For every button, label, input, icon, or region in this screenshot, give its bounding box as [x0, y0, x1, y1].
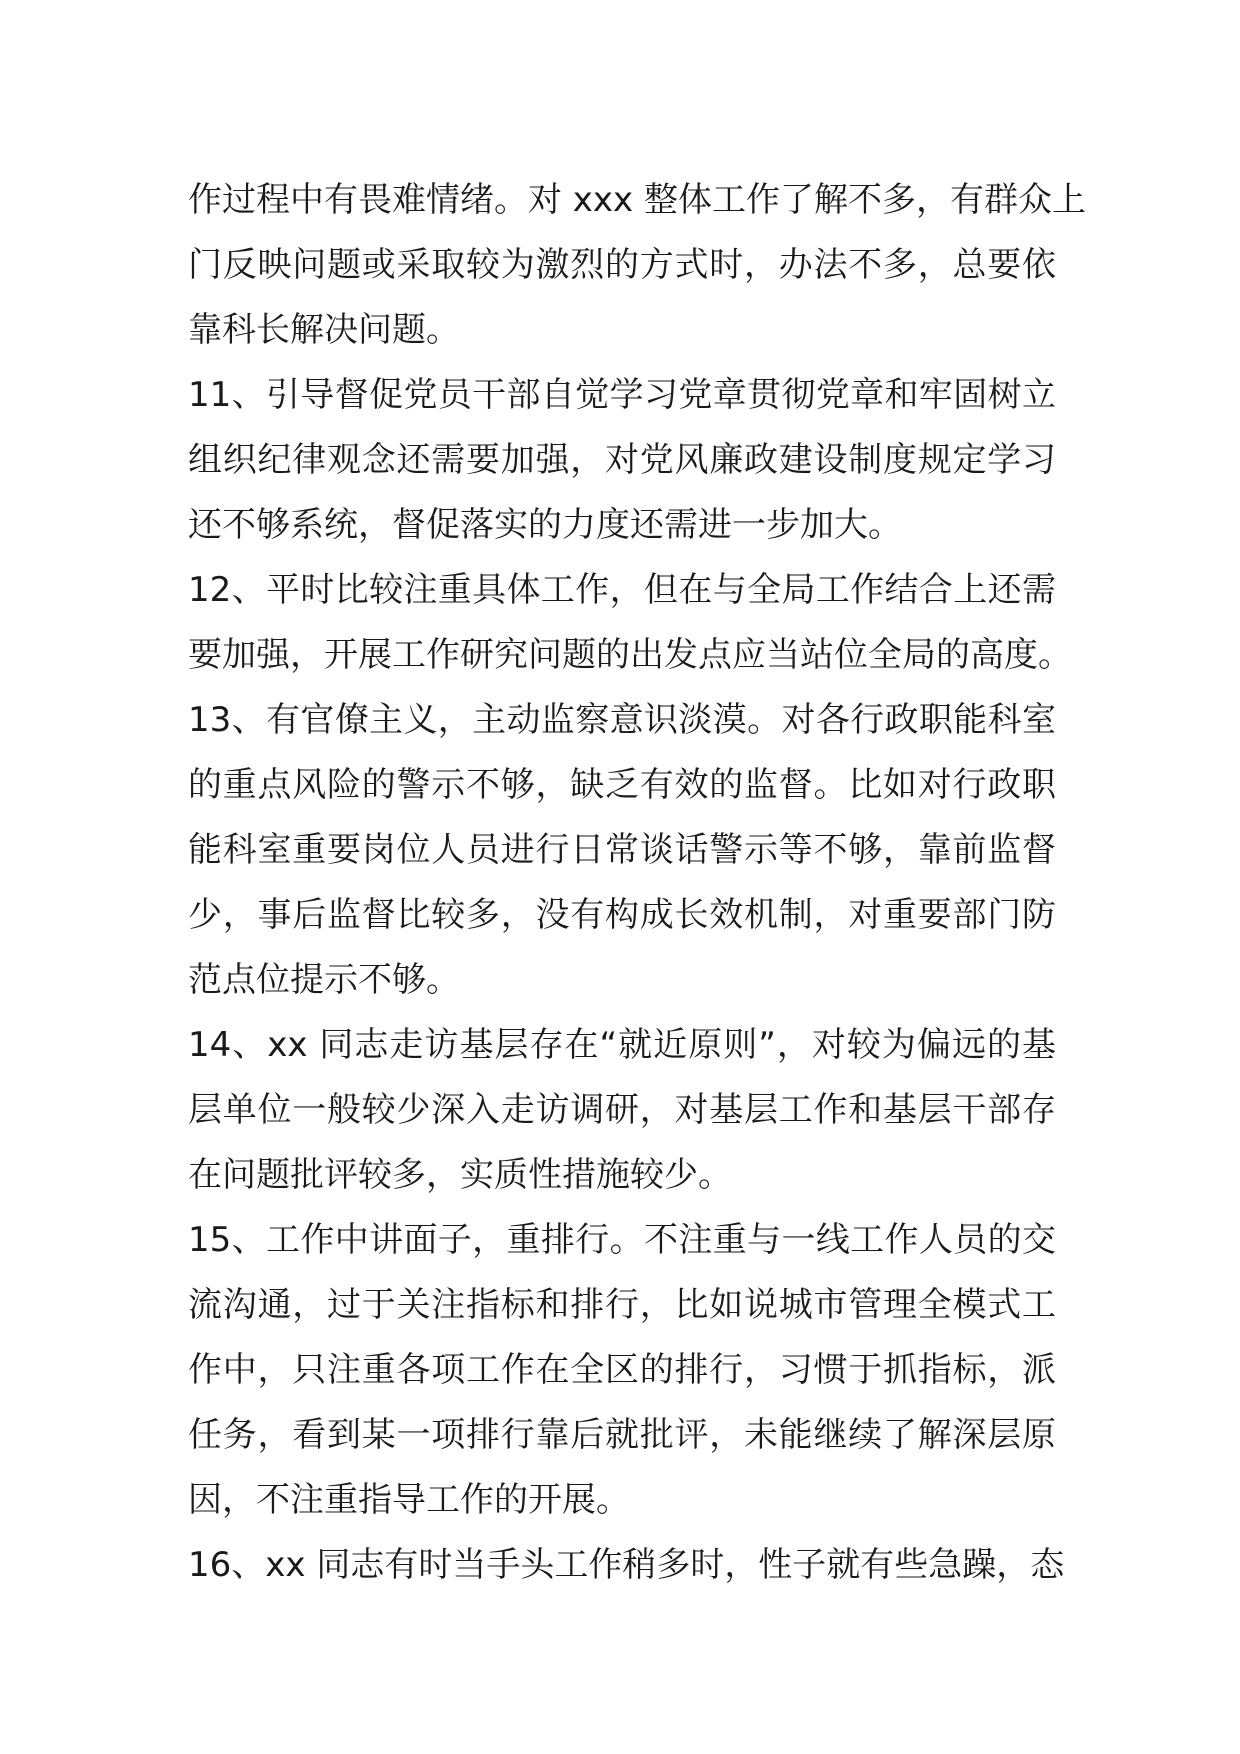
text-line: 16、xx 同志有时当手头工作稍多时，性子就有些急躁，态	[188, 1545, 1065, 1585]
text-line: 流沟通，过于关注指标和排行，比如说城市管理全模式工	[188, 1285, 1056, 1325]
text-line: 在问题批评较多，实质性措施较少。	[188, 1155, 732, 1195]
text-line: 作过程中有畏难情绪。对 xxx 整体工作了解不多，有群众上	[188, 180, 1086, 220]
text-line: 少，事后监督比较多，没有构成长效机制，对重要部门防	[188, 895, 1056, 935]
text-line: 靠科长解决问题。	[188, 310, 460, 350]
text-line: 因，不注重指导工作的开展。	[188, 1480, 630, 1520]
text-line: 还不够系统，督促落实的力度还需进一步加大。	[188, 505, 902, 545]
text-line: 15、工作中讲面子，重排行。不注重与一线工作人员的交	[188, 1220, 1056, 1260]
text-line: 范点位提示不够。	[188, 960, 460, 1000]
text-line: 11、引导督促党员干部自觉学习党章贯彻党章和牢固树立	[188, 375, 1056, 415]
text-line: 12、平时比较注重具体工作，但在与全局工作结合上还需	[188, 570, 1056, 610]
text-line: 14、xx 同志走访基层存在“就近原则”，对较为偏远的基	[188, 1025, 1056, 1065]
text-line: 层单位一般较少深入走访调研，对基层工作和基层干部存	[188, 1090, 1056, 1130]
text-line: 要加强，开展工作研究问题的出发点应当站位全局的高度。	[188, 635, 1072, 675]
text-line: 门反映问题或采取较为激烈的方式时，办法不多，总要依	[188, 245, 1056, 285]
text-line: 作中，只注重各项工作在全区的排行，习惯于抓指标，派	[188, 1350, 1056, 1390]
text-line: 组织纪律观念还需要加强，对党风廉政建设制度规定学习	[188, 440, 1056, 480]
text-line: 13、有官僚主义，主动监察意识淡漠。对各行政职能科室	[188, 700, 1056, 740]
text-line: 能科室重要岗位人员进行日常谈话警示等不够，靠前监督	[188, 830, 1056, 870]
document-body	[188, 168, 1086, 1598]
text-line: 任务，看到某一项排行靠后就批评，未能继续了解深层原	[188, 1415, 1056, 1455]
text-line: 的重点风险的警示不够，缺乏有效的监督。比如对行政职	[188, 765, 1056, 805]
